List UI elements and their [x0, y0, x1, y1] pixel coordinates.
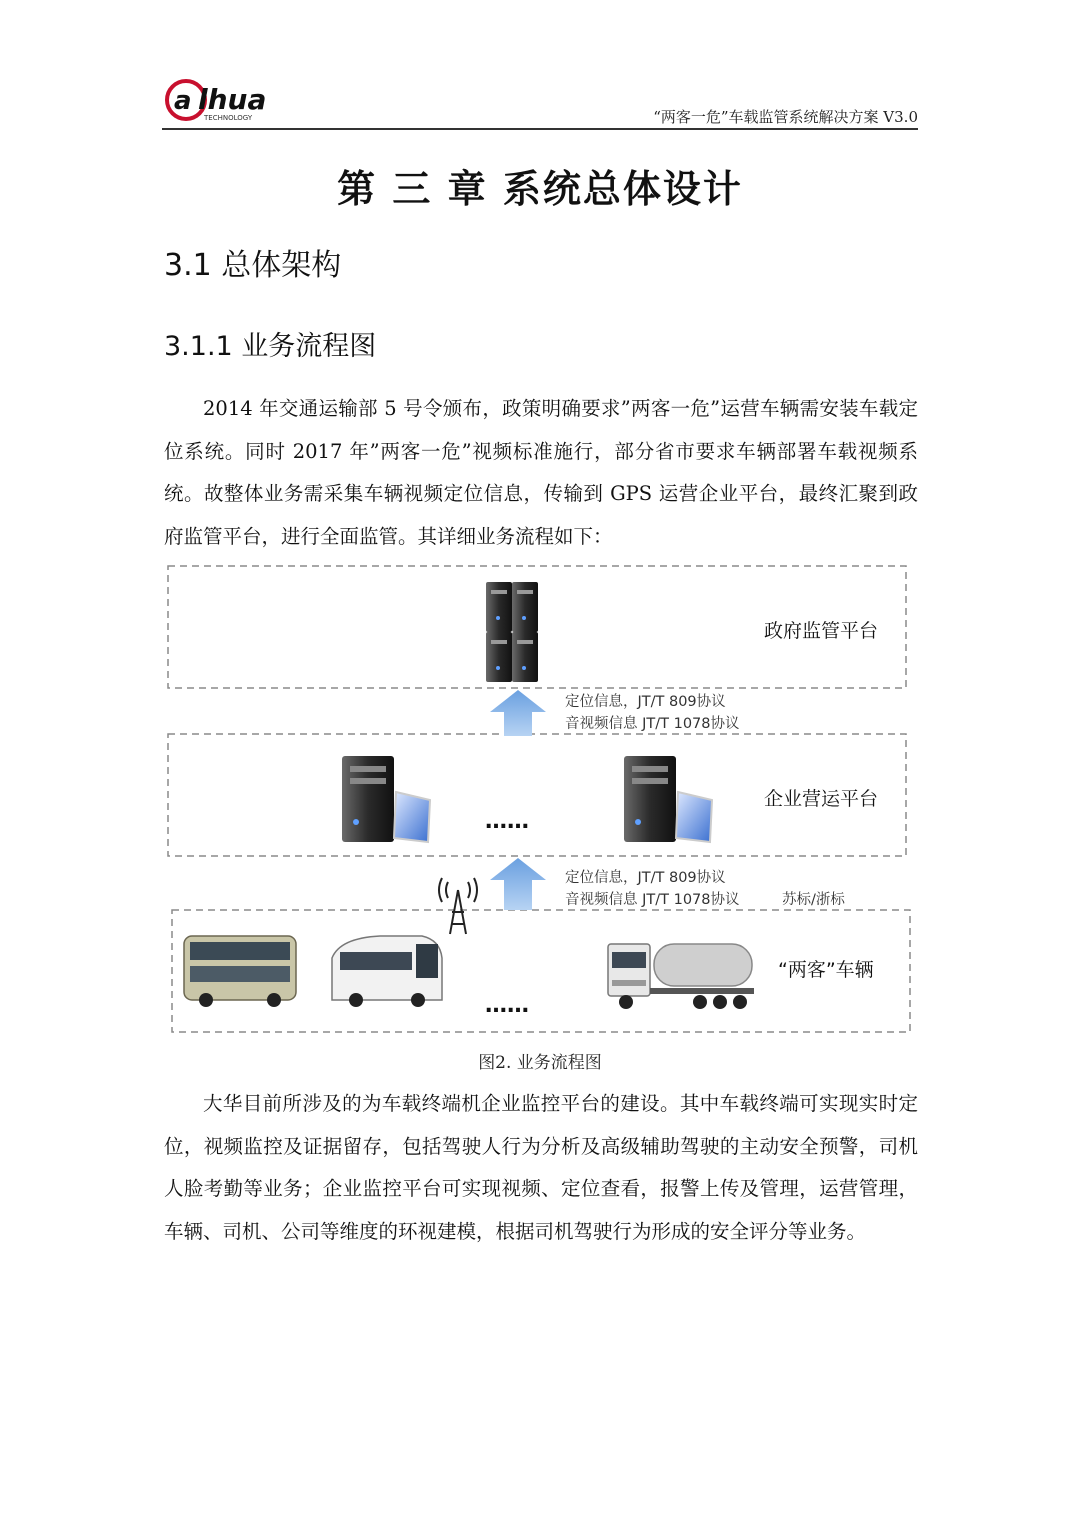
protocol-label-upper-2: 音视频信息 JT/T 1078协议 [565, 716, 740, 732]
vehicle-layer-label: “两客”车辆 [778, 959, 874, 981]
enterprise-layer-label: 企业营运平台 [764, 788, 879, 810]
double-decker-bus-icon [184, 936, 296, 1007]
document-title: “两客一危”车载监管系统解决方案 V3.0 [653, 108, 918, 126]
figure-caption: 图2. 业务流程图 [478, 1053, 602, 1073]
intro-paragraph: 2014 年交通运输部 5 号令颁布，政策明确要求”两客一危”运营车辆需安装车载定位系统。同时 2017 年”两客一危”视频标准施行，部分省市要求车辆部署车载视频系统。故整体业务需采集车辆视频定位信息，传输到 GPS 运营企业平台，最终汇聚到政府监管平台，进行全面监管。其详细业务流程如下： [164, 397, 918, 548]
dahua-logo [164, 78, 304, 124]
gov-layer-label: 政府监管平台 [764, 620, 879, 642]
logo-wordmark: lhua [198, 83, 267, 116]
logo-subtext: TECHNOLOGY [204, 114, 253, 122]
description-paragraph: 大华目前所涉及的为车载终端机企业监控平台的建设。其中车载终端可实现实时定位，视频监控及证据留存，包括驾驶人行为分析及高级辅助驾驶的主动安全预警，司机人脸考勤等业务；企业监控平台可实现视频、定位查看，报警上传及管理，运营管理，车辆、司机、公司等维度的环视建模，根据司机驾驶行为形成的安全评分等业务。 [164, 1092, 918, 1243]
standard-label: 苏标/浙标 [782, 892, 845, 908]
server-rack-icon [486, 582, 538, 682]
header-divider [162, 128, 918, 130]
svg-text:a: a [174, 86, 192, 116]
signal-tower-icon [439, 878, 477, 934]
server-monitor-icon [624, 756, 712, 842]
protocol-label-upper-1: 定位信息，JT/T 809协议 [565, 694, 726, 710]
chapter-title: 第 三 章 系统总体设计 [337, 167, 743, 211]
arrow-up-icon [490, 858, 546, 910]
server-monitor-icon [342, 756, 430, 842]
business-flow-diagram [160, 560, 920, 1045]
section-heading: 3.1 总体架构 [164, 248, 342, 283]
tanker-truck-icon [608, 944, 754, 1009]
arrow-up-icon [490, 690, 546, 736]
enterprise-ellipsis: …… [485, 809, 529, 834]
protocol-label-lower-2: 音视频信息 JT/T 1078协议 [565, 892, 740, 908]
protocol-label-lower-1: 定位信息，JT/T 809协议 [565, 870, 726, 886]
coach-bus-icon [332, 936, 442, 1007]
subsection-heading: 3.1.1 业务流程图 [164, 331, 377, 362]
vehicle-ellipsis: …… [485, 993, 529, 1018]
